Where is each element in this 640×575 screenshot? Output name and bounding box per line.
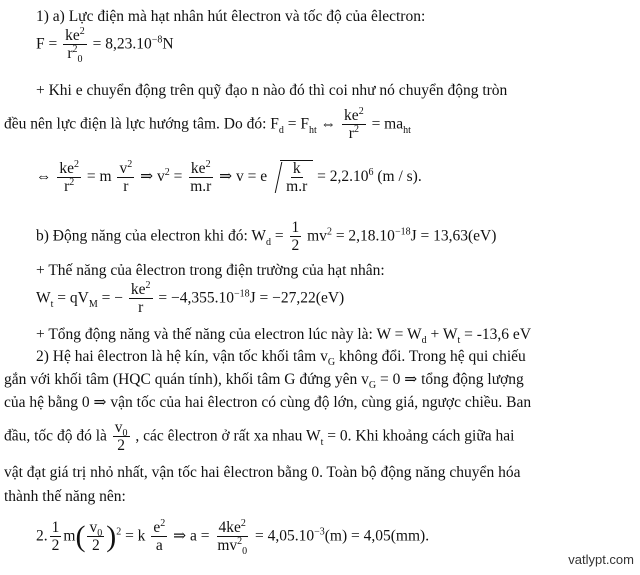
final-equation: 2. $\frac{1}{2}$ m( $\frac{v_0}{2}$ )$^2$ = k $\frac{e^2}{a}$ ⇒ a = $\frac{4ke^2}{mv^2_0}$ = $4,05.10^{-3}(m) = 4,05(mm)$.	[36, 517, 430, 558]
heading-1a: 1) a) Lực điện mà hạt nhân hút êlectron và tốc độ của êlectron:	[36, 8, 426, 25]
watermark: vatlypt.com	[568, 552, 634, 567]
total-energy: + Tổng động năng và thế năng của electron lúc này là: $W = W_d + W_t = -13,6$ eV	[36, 326, 532, 347]
part2-line4: đầu, tốc độ đó là $\frac{v_0}{2}$ , các êlectron ở rất xa nhau $W_t = 0$. Khi khoảng cách giữa hai	[4, 419, 515, 455]
part2-line3: của hệ bằng 0 ⇒ vận tốc của hai êlectron có cùng độ lớn, cùng giá, ngược chiều. Ban	[4, 394, 532, 411]
part2-line6: thành thế năng nên:	[4, 488, 126, 505]
fraction-ke2-r02: $\frac{ke^2}{r^2_0}$	[65, 25, 85, 66]
potential-energy-text: + Thế năng của êlectron trong điện trường của hạt nhân:	[36, 262, 385, 279]
force-equation: F = $\frac{ke^2}{r^2_0}$ = $8,23.10^{-8}N$	[36, 25, 174, 66]
part2-line2: gắn với khối tâm (HQC quán tính), khối tâm G đứng yên $v_G = 0$ ⇒ tổng động lượng	[4, 371, 524, 392]
velocity-equation: ⇔ $\frac{ke^2}{r^2}$ = m $\frac{v^2}{r}$ ⇒ $v^2$ = $\frac{ke^2}{m.r}$ ⇒ v = e $\frac{k}{m.r}$ = $2,2.10^6$ (m / s).	[36, 158, 422, 196]
part2-line1: 2) Hệ hai êlectron là hệ kín, vận tốc khối tâm $v_G$ không đổi. Trong hệ qui chiếu	[36, 348, 526, 369]
kinetic-energy: b) Động năng của electron khi đó: $W_d$ = $\frac{1}{2}$ $mv^2 = 2,18.10^{-18}J = 13,63(eV)$	[36, 219, 497, 255]
part2-line5: vật đạt giá trị nhỏ nhất, vận tốc hai êlectron bằng 0. Toàn bộ động năng chuyển hóa	[4, 464, 521, 481]
centripetal-equation: đều nên lực điện là lực hướng tâm. Do đó: $F_d = F_{ht}$ ⇔ $\frac{ke^2}{r^2}$ = $ma_{ht}$	[4, 105, 411, 143]
centripetal-text: + Khi e chuyển động trên quỹ đạo n nào đó thì coi như nó chuyển động tròn	[36, 82, 508, 99]
potential-energy-equation: $W_t = qV_M$ = − $\frac{ke^2}{r}$ = $-4,355.10^{-18}J = -27,22(eV)$	[36, 279, 345, 317]
sqrt-k-over-mr: $\frac{k}{m.r}$	[268, 160, 313, 195]
